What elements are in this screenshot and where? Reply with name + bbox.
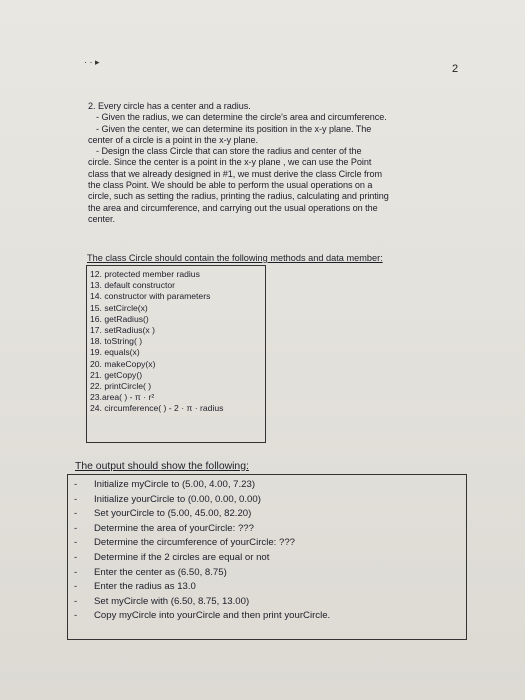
page-number: 2	[452, 63, 459, 75]
output-item: - Set yourCircle to (5.00, 45.00, 82.20)	[74, 508, 252, 520]
output-item-text: Copy myCircle into yourCircle and then print yourCircle.	[94, 610, 331, 622]
intro-line: the area and circumference, and carrying out the usual operations on the	[88, 202, 378, 213]
method-item: 24. circumference( ) - 2 · π · radius	[90, 403, 224, 414]
output-heading: The output should show the following:	[75, 461, 249, 472]
output-item-text: Initialize myCircle to (5.00, 4.00, 7.23)	[94, 479, 256, 490]
intro-line: center.	[88, 213, 115, 224]
output-item: - Enter the radius as 13.0	[74, 581, 196, 593]
output-table	[67, 474, 467, 640]
output-item-text: Determine the area of yourCircle: ???	[94, 522, 254, 534]
method-item: 17. setRadius(x )	[90, 325, 155, 336]
output-item-text: Enter the center as (6.50, 8.75)	[94, 566, 227, 578]
output-item-text: Initialize yourCircle to (0.00, 0.00, 0.00)	[94, 493, 261, 505]
method-item: 16. getRadius()	[90, 313, 149, 324]
output-item-text: Determine the circumference of yourCircle: ???	[94, 537, 296, 549]
intro-line: center of a circle is a point in the x-y plane.	[88, 134, 259, 145]
method-item: 22. printCircle( )	[90, 381, 152, 392]
stray-marks: · · ▸	[84, 57, 100, 67]
method-item: 18. toString( )	[90, 336, 143, 347]
method-item: 13. default constructor	[90, 280, 176, 291]
intro-line: circle. Since the center is a point in the x-y plane , we can use the Point	[88, 157, 372, 168]
intro-line: - Given the radius, we can determine the circle's area and circumference.	[96, 112, 387, 123]
output-item-text: Set yourCircle to (5.00, 45.00, 82.20)	[94, 508, 252, 520]
intro-line: - Given the center, we can determine its position in the x-y plane. The	[96, 123, 372, 134]
method-item: 23.area( ) - π · r²	[90, 392, 155, 403]
output-item: - Enter the center as (6.50, 8.75)	[74, 566, 227, 578]
method-item: 15. setCircle(x)	[90, 302, 148, 313]
output-item: - Initialize yourCircle to (0.00, 0.00, 0.00)	[74, 493, 261, 505]
output-item: - Set myCircle with (6.50, 8.75, 13.00)	[74, 595, 250, 607]
intro-line: the class Point. We should be able to perform the usual operations on a	[88, 180, 373, 191]
methods-table	[86, 265, 266, 443]
output-item: - Determine the circumference of yourCircle: ???	[74, 537, 296, 549]
intro-line: 2. Every circle has a center and a radius.	[88, 101, 251, 111]
methods-heading: The class Circle should contain the following methods and data member:	[87, 253, 383, 263]
method-item: 19. equals(x)	[90, 347, 140, 358]
method-item: 21. getCopy()	[90, 369, 143, 380]
method-item: 20. makeCopy(x)	[90, 358, 156, 369]
output-item-text: Set myCircle with (6.50, 8.75, 13.00)	[94, 595, 250, 607]
output-item: - Copy myCircle into yourCircle and then print yourCircle.	[74, 610, 331, 622]
method-item: 14. constructor with parameters	[90, 291, 211, 302]
intro-line: - Design the class Circle that can store the radius and center of the	[96, 146, 362, 157]
output-item-text: Enter the radius as 13.0	[94, 581, 196, 593]
output-item: - Determine the area of yourCircle: ???	[74, 522, 254, 534]
output-item: - Determine if the 2 circles are equal or not	[74, 551, 270, 563]
intro-line: circle, such as setting the radius, printing the radius, calculating and printing	[88, 191, 389, 202]
output-item-text: Determine if the 2 circles are equal or not	[94, 551, 270, 563]
method-item: 12. protected member radius	[90, 269, 200, 279]
intro-line: class that we already designed in #1, we must derive the class Circle from	[88, 168, 383, 179]
output-item: - Initialize myCircle to (5.00, 4.00, 7.23)	[74, 479, 256, 490]
intro-paragraph	[88, 101, 458, 225]
